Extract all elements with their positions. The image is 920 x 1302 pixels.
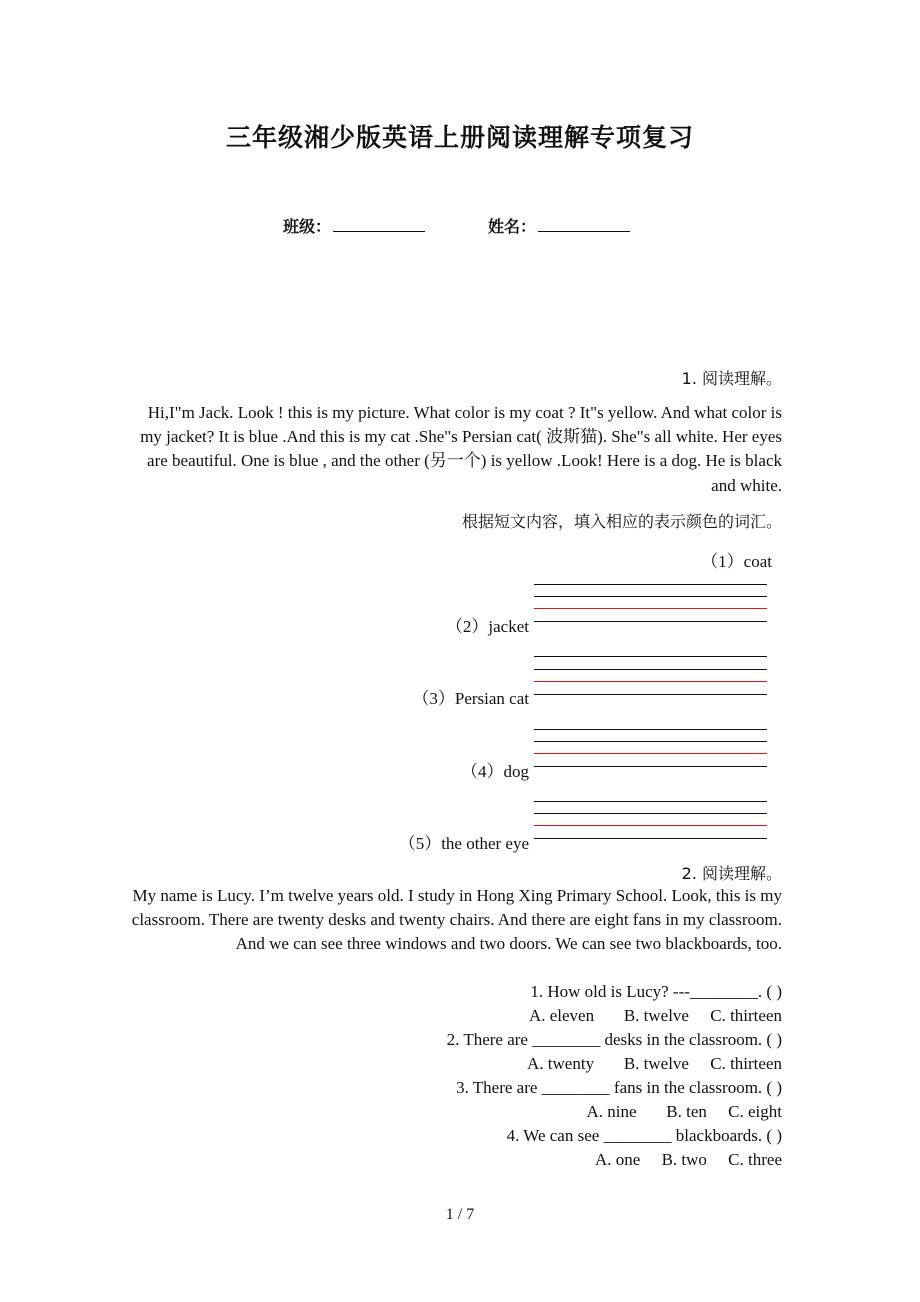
name-label: 姓名： (488, 217, 537, 236)
writing-line (534, 838, 767, 839)
question-1: 1. How old is Lucy? ---________. ( ) (530, 982, 782, 1001)
writing-line (534, 766, 767, 767)
question-4: 4. We can see ________ blackboards. ( ) (506, 1126, 782, 1145)
writing-line-red (534, 608, 767, 609)
writing-line (534, 656, 767, 657)
writing-line (534, 729, 767, 730)
answer-label-1: （1）coat (701, 552, 772, 571)
class-label: 班级： (283, 217, 332, 236)
question-2: 2. There are ________ desks in the classroom. ( ) (446, 1030, 782, 1049)
writing-line (534, 694, 767, 695)
page-title: 三年级湘少版英语上册阅读理解专项复习 (225, 123, 694, 152)
answer-label-4: （4）dog (461, 762, 529, 781)
answer-label-5: （5）the other eye (398, 834, 529, 853)
class-field (283, 214, 425, 237)
section1-instruction: 根据短文内容，填入相应的表示颜色的词汇。 (461, 512, 782, 531)
writing-line (534, 813, 767, 814)
options-2: A. twenty B. twelve C. thirteen (527, 1054, 782, 1073)
writing-line-red (534, 753, 767, 754)
writing-line (534, 596, 767, 597)
name-blank (538, 217, 630, 232)
options-3: A. nine B. ten C. eight (586, 1102, 782, 1121)
options-1: A. eleven B. twelve C. thirteen (528, 1006, 782, 1025)
name-field (488, 214, 630, 237)
writing-line-red (534, 825, 767, 826)
writing-line (534, 584, 767, 585)
writing-line (534, 801, 767, 802)
writing-line (534, 669, 767, 670)
answer-label-3: （3）Persian cat (412, 689, 529, 708)
class-blank (333, 217, 425, 232)
writing-line-red (534, 681, 767, 682)
section2-heading: 2. 阅读理解。 (681, 864, 782, 883)
section1-passage: Hi,I"m Jack. Look ! this is my picture. What color is my coat ? It"s yellow. And what color is my jacket? It is blue .And this is my cat .She"s Persian cat( 波斯猫). She"s all white. Her eyes are beautiful. One is blue , and the other (另一个) is yellow .Look! Here is a dog. He is black and white. (140, 403, 782, 495)
answer-label-2: （2）jacket (445, 617, 529, 636)
question-3: 3. There are ________ fans in the classroom. ( ) (456, 1078, 782, 1097)
page-number: 1 / 7 (445, 1206, 475, 1223)
writing-line (534, 741, 767, 742)
writing-line (534, 621, 767, 622)
section1-heading: 1. 阅读理解。 (681, 369, 782, 388)
section2-passage: My name is Lucy. I’m twelve years old. I study in Hong Xing Primary School. Look, this is my classroom. There are twenty desks and twenty chairs. And there are eight fans in my classroom. And we can see three windows and two doors. We can see two blackboards, too. (131, 886, 782, 954)
options-4: A. one B. two C. three (595, 1150, 782, 1169)
